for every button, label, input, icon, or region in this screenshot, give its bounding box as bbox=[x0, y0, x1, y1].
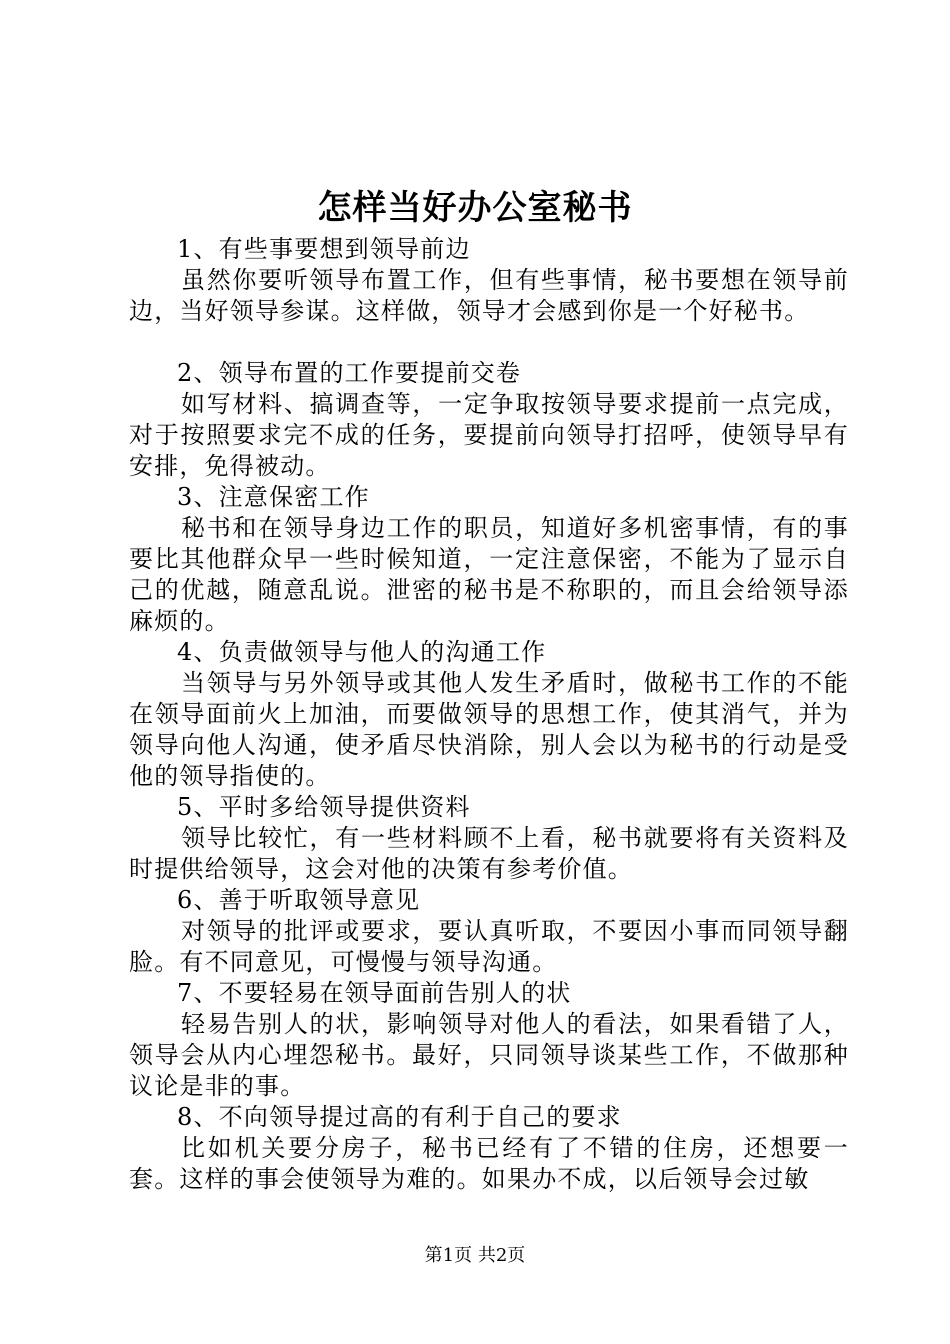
section-heading-2: 2、领导布置的工作要提前交卷 bbox=[177, 359, 522, 387]
section-heading-4: 4、负责做领导与他人的沟通工作 bbox=[177, 638, 547, 666]
section-paragraph-8: 比如机关要分房子，秘书已经有了不错的住房，还想要一套。这样的事会使领导为难的。如果办不成，以后领导会过敏 bbox=[129, 1134, 849, 1193]
paragraph-spacer bbox=[129, 327, 849, 358]
section-paragraph-4: 当领导与另外领导或其他人发生矛盾时，做秘书工作的不能在领导面前火上加油，而要做领导的思想工作，使其消气，并为领导向他人沟通，使矛盾尽快消除，别人会以为秘书的行动是受他的领导指使的。 bbox=[129, 669, 849, 790]
section-paragraph-6: 对领导的批评或要求，要认真听取，不要因小事而同领导翻脸。有不同意见，可慢慢与领导沟通。 bbox=[129, 917, 849, 976]
section-heading-7: 7、不要轻易在领导面前告别人的状 bbox=[177, 979, 572, 1007]
document-body bbox=[129, 234, 849, 1195]
section-paragraph-5: 领导比较忙，有一些材料顾不上看，秘书就要将有关资料及时提供给领导，这会对他的决策有参考价值。 bbox=[129, 824, 849, 883]
section-heading-5: 5、平时多给领导提供资料 bbox=[177, 793, 471, 821]
page-number-footer: 第1页 共2页 bbox=[424, 1245, 526, 1266]
section-paragraph-1: 虽然你要听领导布置工作，但有些事情，秘书要想在领导前边，当好领导参谋。这样做，领导才会感到你是一个好秘书。 bbox=[129, 266, 849, 325]
section-heading-8: 8、不向领导提过高的有利于自己的要求 bbox=[177, 1103, 622, 1131]
section-heading-6: 6、善于听取领导意见 bbox=[177, 886, 421, 914]
section-paragraph-2: 如写材料、搞调查等，一定争取按领导要求提前一点完成，对于按照要求完不成的任务，要提前向领导打招呼，使领导早有安排，免得被动。 bbox=[129, 390, 849, 480]
section-heading-3: 3、注意保密工作 bbox=[177, 483, 370, 511]
section-heading-1: 1、有些事要想到领导前边 bbox=[177, 235, 471, 263]
section-paragraph-7: 轻易告别人的状，影响领导对他人的看法，如果看错了人，领导会从内心埋怨秘书。最好，只同领导谈某些工作，不做那种议论是非的事。 bbox=[129, 1010, 849, 1100]
section-paragraph-3: 秘书和在领导身边工作的职员，知道好多机密事情，有的事要比其他群众早一些时候知道，一定注意保密，不能为了显示自己的优越，随意乱说。泄密的秘书是不称职的，而且会给领导添麻烦的。 bbox=[129, 514, 849, 635]
document-title: 怎样当好办公室秘书 bbox=[317, 188, 633, 228]
